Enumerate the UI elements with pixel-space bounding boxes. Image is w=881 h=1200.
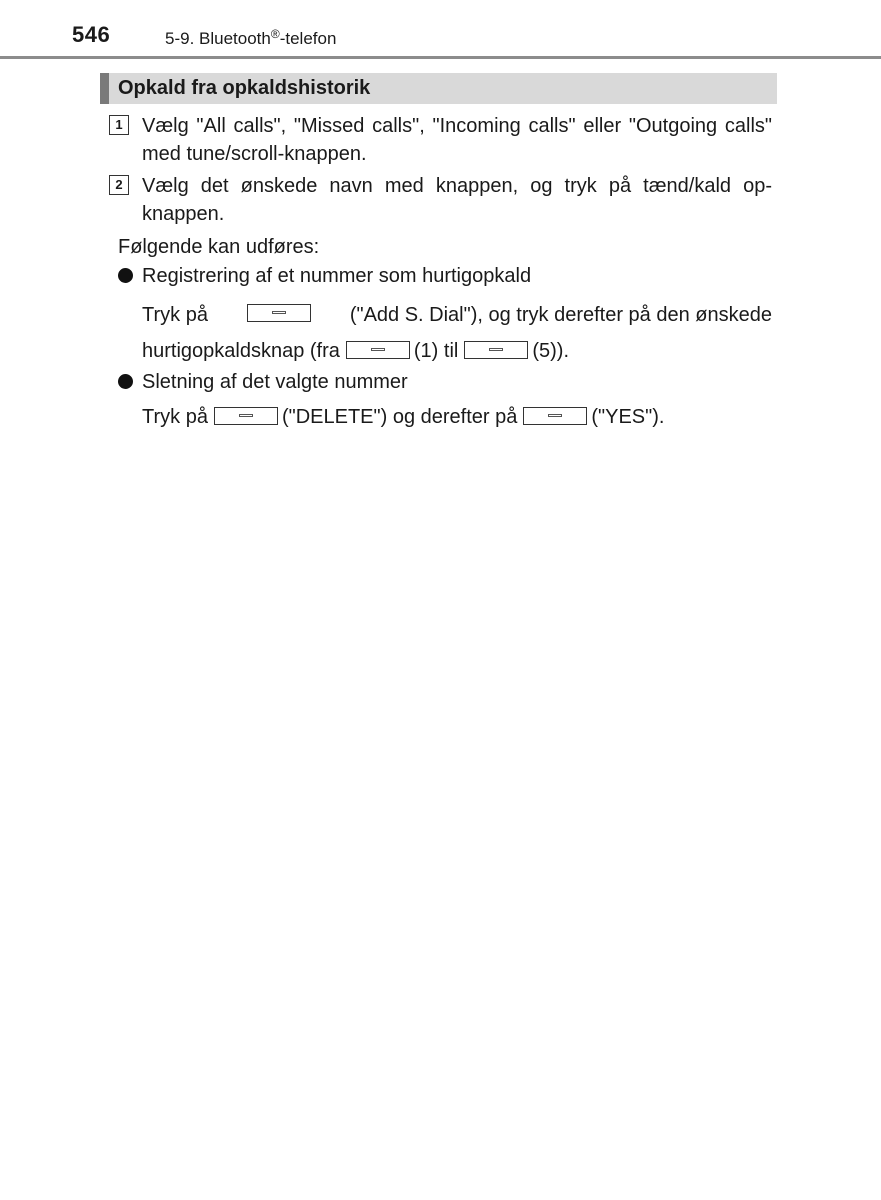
- screen-button-icon: [523, 407, 587, 425]
- instruction-text: Tryk på: [142, 304, 208, 326]
- step-text: Vælg "All calls", "Missed calls", "Incoming calls" eller "Outgoing calls" med tune/scroll-knappen.: [142, 115, 772, 165]
- step-number-badge: 2: [109, 175, 129, 195]
- chapter-name: 5-9. Bluetooth: [165, 29, 271, 48]
- instruction-text: ("Add S. Dial"), og tryk derefter på den ønskede: [349, 304, 772, 326]
- registered-mark: ®: [270, 27, 280, 41]
- chapter-title: [165, 27, 336, 49]
- instruction-text: ("YES").: [591, 406, 665, 428]
- bullet-instruction-line: [142, 301, 772, 329]
- step-text: Vælg det ønskede navn med knappen, og tryk på tænd/kald op-knappen.: [142, 175, 772, 225]
- step-number-badge: 1: [109, 115, 129, 135]
- bullet-title: Sletning af det valgte nummer: [142, 371, 408, 393]
- section-title: Opkald fra opkaldshistorik: [118, 77, 371, 99]
- step-2: [109, 172, 772, 228]
- chapter-suffix: -telefon: [279, 29, 337, 48]
- instruction-text: (1) til: [413, 340, 459, 362]
- instruction-text: hurtigopkaldsknap (fra: [142, 340, 340, 362]
- step-1: [109, 112, 772, 168]
- bullet-instruction-line: [142, 337, 569, 365]
- instruction-text: Tryk på: [142, 406, 208, 428]
- section-heading: [100, 73, 777, 104]
- instruction-text: (5)).: [532, 340, 570, 362]
- screen-button-icon: [464, 341, 528, 359]
- bullet-title: Registrering af et nummer som hurtigopkald: [142, 265, 532, 287]
- bullet-instruction-line: [142, 403, 664, 431]
- bullet-icon: [118, 374, 133, 389]
- screen-button-icon: [346, 341, 410, 359]
- instruction-text: ("DELETE") og derefter på: [281, 406, 518, 428]
- header-divider: [0, 56, 881, 59]
- bullet-icon: [118, 268, 133, 283]
- screen-button-icon: [214, 407, 278, 425]
- page-number: 546: [72, 22, 111, 47]
- intro-text: Følgende kan udføres:: [118, 236, 320, 258]
- screen-button-icon: [247, 304, 311, 322]
